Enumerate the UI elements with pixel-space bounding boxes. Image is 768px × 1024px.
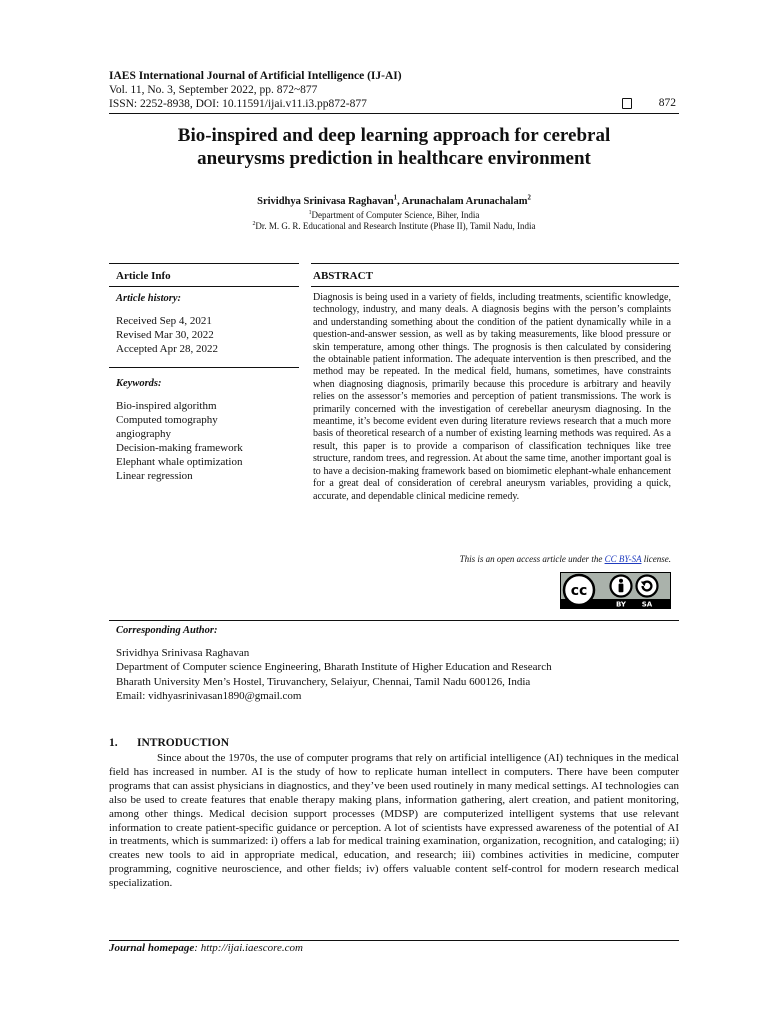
author-name: Arunachalam Arunachalam — [401, 196, 528, 207]
article-info-rule — [109, 286, 299, 287]
info-bottom-rule — [109, 620, 679, 621]
history-received: Received Sep 4, 2021 — [116, 315, 212, 327]
affiliation-text: Dr. M. G. R. Educational and Research Institute (Phase II), Tamil Nadu, India — [255, 221, 536, 231]
author-list — [109, 196, 679, 207]
abstract-rule — [311, 286, 679, 287]
title-line-1: Bio-inspired and deep learning approach for cerebral — [177, 125, 611, 146]
sa-share-alike-icon — [637, 576, 658, 597]
author-superscript: 2 — [527, 194, 531, 202]
journal-homepage-footer — [109, 942, 303, 954]
title-line-2: aneurysms prediction in healthcare environment — [197, 148, 591, 169]
volume-line: Vol. 11, No. 3, September 2022, pp. 872~877 — [109, 84, 318, 96]
corresponding-department: Department of Computer science Engineering, Bharath Institute of Higher Education and Research — [116, 661, 552, 674]
footer-url[interactable]: http://ijai.iaescore.com — [200, 942, 303, 954]
corresponding-email: Email: vidhyasrinivasan1890@gmail.com — [116, 690, 302, 703]
keyword-item: angiography — [116, 428, 171, 440]
keyword-list — [116, 399, 243, 483]
keyword-item: Bio-inspired algorithm — [116, 400, 217, 412]
keyword-item: Decision-making framework — [116, 442, 243, 454]
keywords-rule — [109, 367, 299, 368]
cc-by-sa-badge[interactable] — [560, 572, 671, 609]
section-number: 1. — [109, 737, 118, 749]
by-label: BY — [615, 600, 627, 609]
author-superscript: 1 — [393, 194, 398, 202]
footer-separator: : — [194, 942, 201, 954]
author-name: Srividhya Srinivasa Raghavan — [257, 196, 394, 207]
corresponding-author-label: Corresponding Author: — [116, 625, 218, 636]
history-accepted: Accepted Apr 28, 2022 — [116, 343, 219, 355]
abstract-top-rule — [311, 263, 679, 264]
issn-doi-line: ISSN: 2252-8938, DOI: 10.11591/ijai.v11.i3.pp872-877 — [109, 98, 367, 110]
article-info-heading: Article Info — [116, 270, 171, 282]
page-box-icon — [622, 98, 632, 109]
corresponding-name: Srividhya Srinivasa Raghavan — [116, 647, 250, 659]
license-link[interactable]: CC BY-SA — [604, 554, 642, 564]
header-rule — [109, 113, 679, 114]
affiliation — [109, 210, 679, 221]
sa-label: SA — [641, 600, 653, 609]
keyword-item: Linear regression — [116, 470, 193, 482]
keyword-item: Computed tomography — [116, 414, 218, 426]
keywords-label: Keywords: — [116, 378, 162, 389]
footer-label: Journal homepage — [109, 942, 195, 954]
affiliation-text: Department of Computer Science, Biher, India — [311, 210, 480, 220]
paper-title — [109, 124, 679, 170]
introduction-paragraph: Since about the 1970s, the use of computer programs that rely on artificial intelligence (AI) techniques in the medical field has increased in number. AI is the study of how to replicate human intellect in computers. There have been computer programs that can assist physicians in diagnostics, and they’ve been used routinely in many medical settings. AI technologies can also be used to create features that enable therapy making plans, information gathering, alert creation, and patient monitoring, among other things. Medical decision support processes (MDSP) are computerized intelligent systems that use relevant information to create patient-specific guidance or perception. A lot of scientists have expressed awareness of the potential of AI in treatments, which is summarized: i) offers a lab for medical training examination, organization, recognition, and cataloging; ii) creates new tools to aid in appropriate medical, education, and research; iii) combines activities in medicine, computer programming, cognitive neuroscience, and other fields; iv) offers valuable content self-control for modern research medical specialization. — [109, 752, 679, 890]
affiliation-superscript: 1 — [308, 210, 312, 216]
corresponding-address: Bharath University Men’s Hostel, Tiruvanchery, Selaiyur, Chennai, Tamil Nadu 600126, India — [116, 675, 531, 688]
abstract-body: Diagnosis is being used in a variety of fields, including treatments, scientific knowledge, technology, industry, and many deals. A diagnosis begins with the person’s complaints and understanding something about the condition of the patient dynamically while in a question-and-answer session, as well as by taking measurements, like blood pressure or skin temperature, among other things. The prognosis is then calculated by considering the obtainable patient information. The adequate intervention is then prescribed, and the method may be repeated. In the medical field, humans, sometimes, have constraints when diagnosing diagnosis, primarily because this procedure is arbitrary and heavily relies on the assessor’s memories and perception of patient transmissions. The work is primarily concerned with the investigation of cerebellar aneurysm diagnosing. In the meantime, it’s become evident even during literature reviews research that a much more basis of theoretical research of a number of existing learning methods was required. As a result, this paper is to provide a comparison of classification techniques like tree structure, random trees, and regression. At about the same time, another important goal is to have a decision-making framework based on biomimetic elephant-whale enhancement for a great deal of consideration of cerebral aneurysm variables, providing a quick, accurate, and dependable clinical medicine remedy. — [313, 292, 671, 502]
article-info-top-rule — [109, 263, 299, 264]
license-suffix: license. — [641, 554, 671, 564]
license-prefix: This is an open access article under the — [459, 554, 605, 564]
section-heading — [109, 737, 229, 749]
affiliation-superscript: 2 — [252, 221, 256, 227]
journal-name: IAES International Journal of Artificial Intelligence (IJ-AI) — [109, 70, 402, 82]
article-history-list — [116, 314, 218, 356]
license-statement — [313, 554, 671, 564]
section-title: INTRODUCTION — [137, 737, 230, 749]
abstract-heading: ABSTRACT — [313, 270, 373, 282]
keyword-item: Elephant whale optimization — [116, 456, 243, 468]
author-separator: , — [397, 196, 402, 207]
cc-logo-text: cc — [570, 583, 588, 599]
footer-rule — [109, 940, 679, 941]
article-history-label: Article history: — [116, 293, 182, 304]
page-number: 872 — [658, 97, 676, 109]
corresponding-author-block — [116, 646, 552, 704]
history-revised: Revised Mar 30, 2022 — [116, 329, 214, 341]
affiliation — [109, 221, 679, 232]
